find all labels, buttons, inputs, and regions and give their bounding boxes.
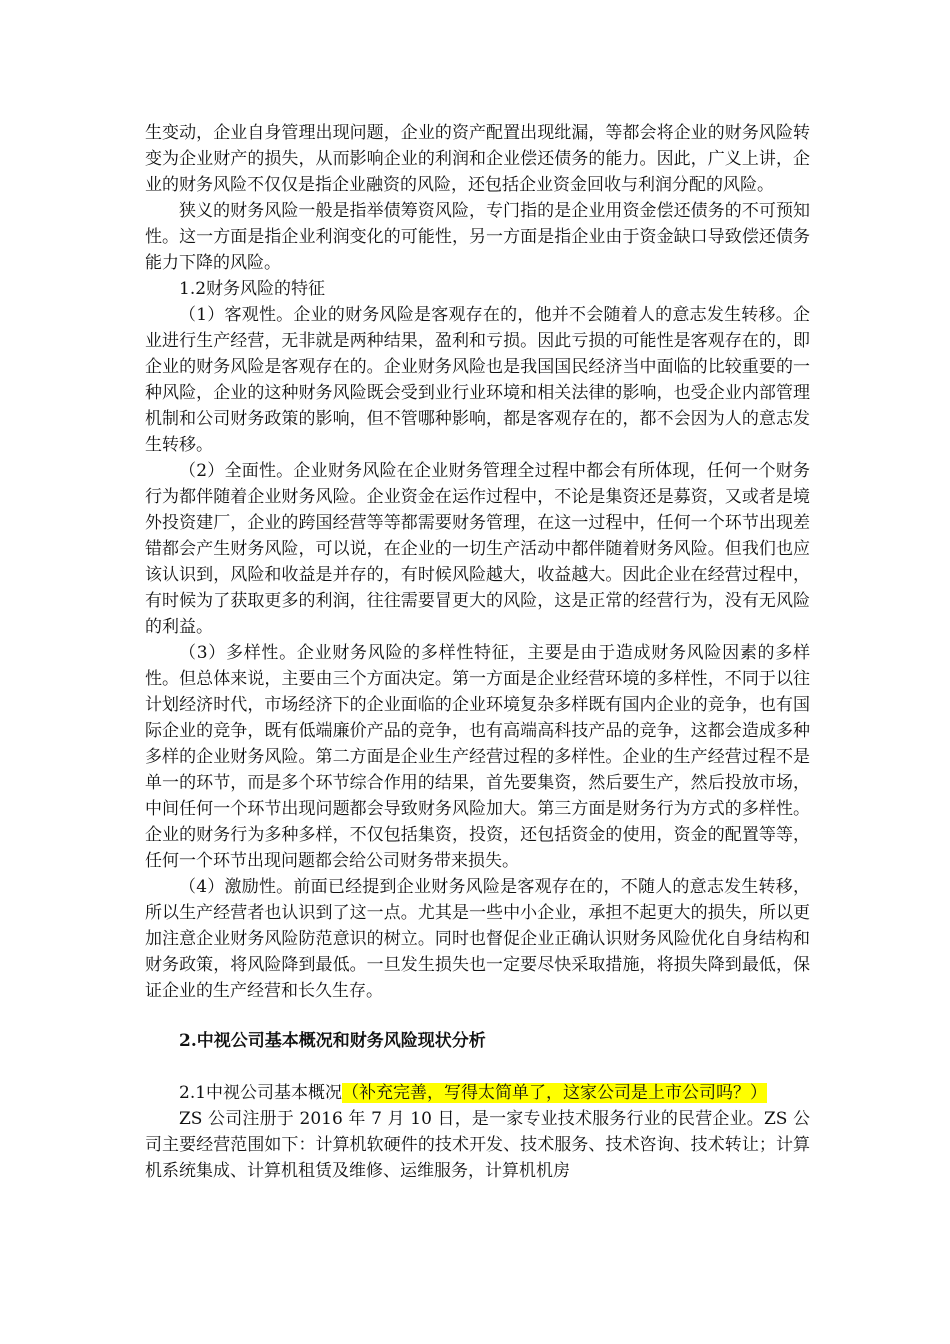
paragraph-objectivity: （1）客观性。企业的财务风险是客观存在的，他并不会随着人的意志发生转移。企业进行生产经营，无非就是两种结果，盈利和亏损。因此亏损的可能性是客观存在的，即企业的财务风险是客观存在的。企业财务风险也是我国国民经济当中面临的比较重要的一种风险，企业的这种财务风险既会受到业行业环境和相关法律的影响，也受企业内部管理机制和公司财务政策的影响，但不管哪种影响，都是客观存在的，都不会因为人的意志发生转移。 — [145, 305, 810, 455]
paragraph-broad-risk: 生变动，企业自身管理出现问题，企业的资产配置出现纰漏，等都会将企业的财务风险转变为企业财产的损失，从而影响企业的利润和企业偿还债务的能力。因此，广义上讲，企业的财务风险不仅仅是指企业融资的风险，还包括企业资金回收与利润分配的风险。 — [145, 123, 810, 195]
section-title-2-1-text: 2.1中视公司基本概况 — [179, 1083, 343, 1103]
review-comment-highlight: （补充完善，写得太简单了，这家公司是上市公司吗？） — [342, 1083, 768, 1103]
paragraph-narrow-risk: 狭义的财务风险一般是指举债筹资风险，专门指的是企业用资金偿还债务的不可预知性。这一方面是指企业利润变化的可能性，另一方面是指企业由于资金缺口导致偿还债务能力下降的风险。 — [145, 201, 810, 273]
chapter-heading-2: 2.中视公司基本概况和财务风险现状分析 — [179, 1031, 486, 1051]
section-title-2-1 — [145, 1080, 810, 1106]
paragraph-incentive: （4）激励性。前面已经提到企业财务风险是客观存在的，不随人的意志发生转移，所以生产经营者也认识到了这一点。尤其是一些中小企业，承担不起更大的损失，所以更加注意企业财务风险防范意识的树立。同时也督促企业正确认识财务风险优化自身结构和财务政策，将风险降到最低。一旦发生损失也一定要尽快采取措施，将损失降到最低，保证企业的生产经营和长久生存。 — [145, 877, 810, 1001]
paragraph-comprehensiveness: （2）全面性。企业财务风险在企业财务管理全过程中都会有所体现，任何一个财务行为都伴随着企业财务风险。企业资金在运作过程中，不论是集资还是募资，又或者是境外投资建厂，企业的跨国经营等等都需要财务管理，在这一过程中，任何一个环节出现差错都会产生财务风险，可以说，在企业的一切生产活动中都伴随着财务风险。但我们也应该认识到，风险和收益是并存的，有时候风险越大，收益越大。因此企业在经营过程中，有时候为了获取更多的利润，往往需要冒更大的风险，这是正常的经营行为，没有无风险的利益。 — [145, 461, 810, 637]
paragraph-diversity: （3）多样性。企业财务风险的多样性特征，主要是由于造成财务风险因素的多样性。但总体来说，主要由三个方面决定。第一方面是企业经营环境的多样性，不同于以往计划经济时代，市场经济下的企业面临的企业环境复杂多样既有国内企业的竞争，也有国际企业的竞争，既有低端廉价产品的竞争，也有高端高科技产品的竞争，这都会造成多种多样的企业财务风险。第二方面是企业生产经营过程的多样性。企业的生产经营过程不是单一的环节，而是多个环节综合作用的结果，首先要集资，然后要生产，然后投放市场，中间任何一个环节出现问题都会导致财务风险加大。第三方面是财务行为方式的多样性。企业的财务行为多种多样，不仅包括集资，投资，还包括资金的使用，资金的配置等等，任何一个环节出现问题都会给公司财务带来损失。 — [145, 643, 810, 871]
document-page — [145, 120, 810, 1184]
paragraph-company-overview: ZS 公司注册于 2016 年 7 月 10 日，是一家专业技术服务行业的民营企业。ZS 公司主要经营范围如下：计算机软硬件的技术开发、技术服务、技术咨询、技术转让；计算机系统集成、计算机租赁及维修、运维服务，计算机机房 — [145, 1109, 810, 1181]
section-title-1-2: 1.2财务风险的特征 — [179, 279, 326, 299]
